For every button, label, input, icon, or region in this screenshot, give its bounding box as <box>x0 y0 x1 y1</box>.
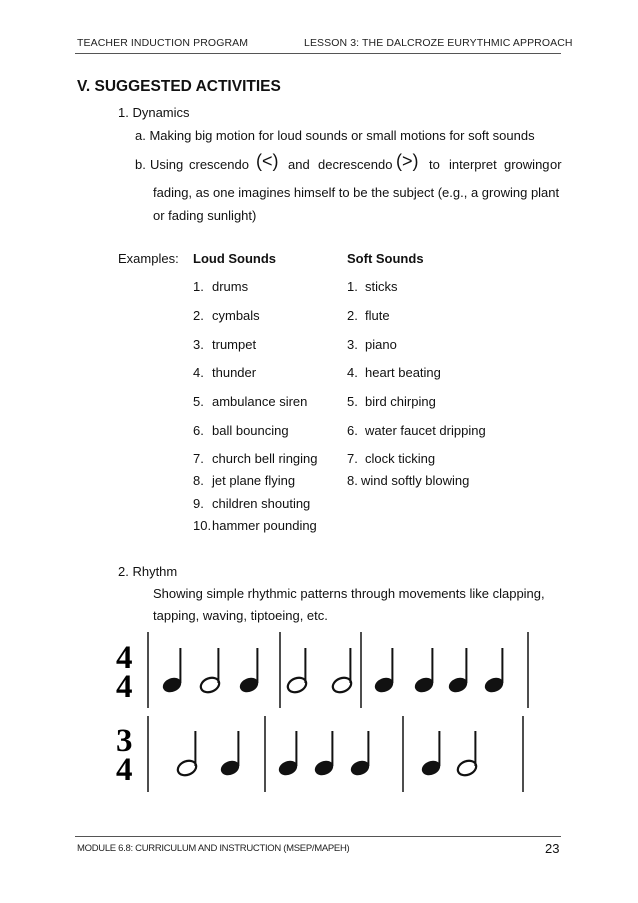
time-signature-top: 4 <box>116 640 133 676</box>
list-item: 5. ambulance siren <box>193 394 308 409</box>
list-item: 7. church bell ringing <box>193 451 318 466</box>
list-item: 4. heart beating <box>347 365 441 380</box>
quarter-note-icon <box>161 648 184 695</box>
item-b-word: b. <box>135 157 146 172</box>
list-item: 1. drums <box>193 279 249 294</box>
list-item: 10. hammer pounding <box>193 518 317 533</box>
loud-sounds-heading: Loud Sounds <box>193 251 277 266</box>
list-item: 4. thunder <box>193 365 257 380</box>
soft-sounds-heading: Soft Sounds <box>347 251 424 266</box>
list-item: 3. piano <box>347 337 397 352</box>
examples-label: Examples: <box>118 251 179 266</box>
decrescendo-symbol: (>) <box>396 151 419 171</box>
list-item: 9. children shouting <box>193 496 311 511</box>
list-item: 8. jet plane flying <box>193 473 296 488</box>
rhythm-line1: Showing simple rhythmic patterns through movements like clapping, <box>153 586 545 601</box>
footer-module: MODULE 6.8: CURRICULUM AND INSTRUCTION (MSEP/MAPEH) <box>77 843 350 854</box>
quarter-note-icon <box>238 648 261 695</box>
list-item: 5. bird chirping <box>347 394 436 409</box>
quarter-note-icon <box>277 731 300 778</box>
crescendo-symbol: (<) <box>256 151 279 171</box>
quarter-note-icon <box>413 648 436 695</box>
time-signature-bottom: 4 <box>116 669 133 705</box>
list-item: 6. ball bouncing <box>193 423 289 438</box>
dynamics-heading: 1. Dynamics <box>118 105 190 120</box>
list-item: 3. trumpet <box>193 337 257 352</box>
list-item: 2. cymbals <box>193 308 260 323</box>
item-b-word: crescendo <box>189 157 249 172</box>
quarter-note-icon <box>420 731 443 778</box>
quarter-note-icon <box>483 648 506 695</box>
quarter-note-icon <box>447 648 470 695</box>
item-b-word: and <box>288 157 310 172</box>
item-b-word: or <box>550 157 562 172</box>
list-item: 1. sticks <box>347 279 398 294</box>
time-signature-bottom: 4 <box>116 752 133 788</box>
header-program: TEACHER INDUCTION PROGRAM <box>77 37 249 49</box>
dynamics-item-b-line2: fading, as one imagines himself to be the subject (e.g., a growing plant <box>153 185 560 200</box>
quarter-note-icon <box>349 731 372 778</box>
list-item: 2. flute <box>347 308 390 323</box>
half-note-icon <box>176 731 199 778</box>
half-note-icon <box>199 648 222 695</box>
footer-rule <box>75 836 561 837</box>
rhythm-line2: tapping, waving, tiptoeing, etc. <box>153 608 328 623</box>
header-lesson: LESSON 3: THE DALCROZE EURYTHMIC APPROACH <box>304 37 573 49</box>
time-signature-top: 3 <box>116 723 133 759</box>
item-b-word: interpret <box>449 157 497 172</box>
quarter-note-icon <box>373 648 396 695</box>
quarter-note-icon <box>219 731 242 778</box>
dynamics-item-b-line3: or fading sunlight) <box>153 208 257 223</box>
list-item: 6. water faucet dripping <box>347 423 486 438</box>
item-b-word: to <box>429 157 440 172</box>
list-item: 8. wind softly blowing <box>347 473 470 488</box>
section-title: V. SUGGESTED ACTIVITIES <box>77 78 281 95</box>
page-number: 23 <box>545 841 560 856</box>
dynamics-item-a: a. Making big motion for loud sounds or small motions for soft sounds <box>135 128 535 143</box>
quarter-note-icon <box>313 731 336 778</box>
item-b-word: Using <box>150 157 184 172</box>
half-note-icon <box>456 731 479 778</box>
rhythm-heading: 2. Rhythm <box>118 564 178 579</box>
half-note-icon <box>286 648 309 695</box>
half-note-icon <box>331 648 354 695</box>
item-b-word: decrescendo <box>318 157 393 172</box>
list-item: 7. clock ticking <box>347 451 436 466</box>
item-b-word: growing <box>504 157 550 172</box>
